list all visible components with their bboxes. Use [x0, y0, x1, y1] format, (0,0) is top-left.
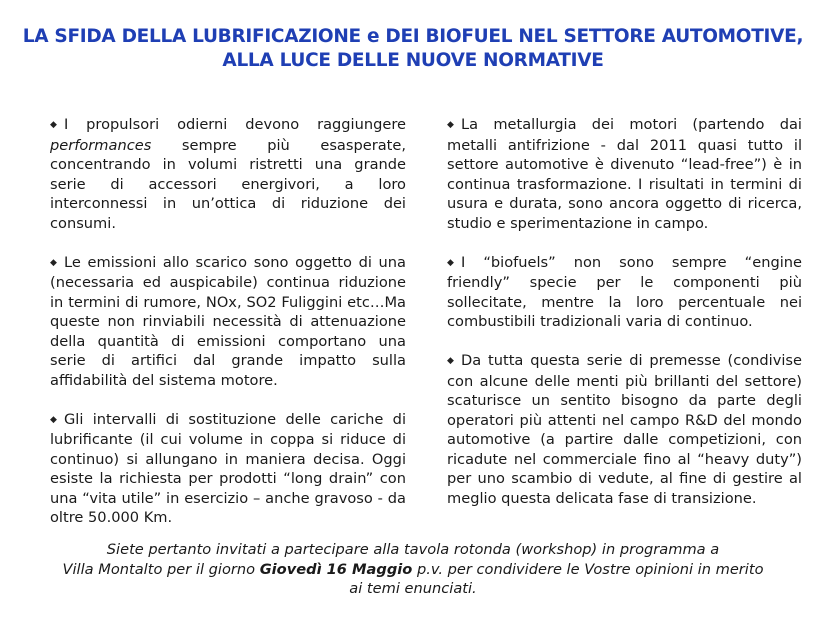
paragraph-text: I propulsori odierni devono raggiungere	[64, 116, 406, 133]
document-title	[0, 25, 826, 73]
diamond-bullet-icon: ◆	[50, 120, 57, 130]
footer-text: Villa Montalto per il giorno	[62, 560, 260, 578]
paragraph-premesse	[447, 351, 802, 508]
event-date: Giovedì 16 Maggio	[259, 560, 413, 578]
paragraph-text: sempre più esasperate, concentrando in volumi ristretti una grande serie di accessori energivori, a loro interconnessi in un’ottica di riduzione dei consumi.	[50, 136, 406, 232]
emphasis-text: performances	[50, 136, 152, 154]
footer-line-2	[0, 560, 826, 580]
footer-line-1: Siete pertanto invitati a partecipare alla tavola rotonda (workshop) in programma a	[106, 541, 720, 558]
title-line-1: LA SFIDA DELLA LUBRIFICAZIONE e DEI BIOFUEL NEL SETTORE AUTOMOTIVE,	[22, 26, 804, 47]
diamond-bullet-icon: ◆	[447, 120, 454, 130]
paragraph-intervalli	[50, 410, 406, 528]
left-column	[50, 115, 406, 547]
paragraph-metallurgia	[447, 115, 802, 233]
title-line-2: ALLA LUCE DELLE NUOVE NORMATIVE	[222, 50, 604, 71]
footer-line-3: ai temi enunciati.	[349, 580, 477, 597]
right-column	[447, 115, 802, 528]
paragraph-text: Le emissioni allo scarico sono oggetto di una (necessaria ed auspicabile) continua riduzione in termini di rumore, NOx, SO2 Fuliggini etc…Ma queste non rinviabili necessità di attenuazione della quantità di emissioni comportano una serie di artifici dal grande impatto sulla affidabilità del sistema motore.	[50, 253, 406, 389]
paragraph-emissioni	[50, 253, 406, 391]
diamond-bullet-icon: ◆	[447, 257, 454, 268]
paragraph-text: I “biofuels” non sono sempre “engine friendly” specie per le componenti più sollecitate, mentre la loro percentuale nei combustibili tradizionali varia di continuo.	[447, 253, 802, 330]
paragraph-propulsori	[50, 115, 406, 233]
footer-text: p.v. per condividere le Vostre opinioni in merito	[412, 560, 764, 578]
paragraph-text: Da tutta questa serie di premesse (condivise con alcune delle menti più brillanti del settore) scaturisce un sentito bisogno da parte degli operatori più attenti nel campo R&D del mondo automotive (a partire dalle competizioni, con ricadute nel commerciale fino al “heavy duty”) per uno scambio di vedute, al fine di gestire al meglio questa delicata fase di transizione.	[447, 352, 802, 507]
invitation-footer	[0, 540, 826, 599]
paragraph-text: Gli intervalli di sostituzione delle cariche di lubrificante (il cui volume in coppa si riduce di continuo) si allungano in maniera decisa. Oggi esiste la richiesta per prodotti “long drain” con una “vita utile” in esercizio – anche gravoso - da oltre 50.000 Km.	[50, 410, 406, 526]
paragraph-biofuels	[447, 253, 802, 332]
diamond-bullet-icon: ◆	[50, 414, 57, 425]
paragraph-text: La metallurgia dei motori (partendo dai metalli antifrizione - dal 2011 quasi tutto il settore automotive è divenuto “lead-free”) è in continua trasformazione. I risultati in termini di usura e durata, sono ancora oggetto di ricerca, studio e sperimentazione in campo.	[447, 116, 802, 232]
diamond-bullet-icon: ◆	[50, 257, 57, 268]
diamond-bullet-icon: ◆	[447, 356, 454, 366]
